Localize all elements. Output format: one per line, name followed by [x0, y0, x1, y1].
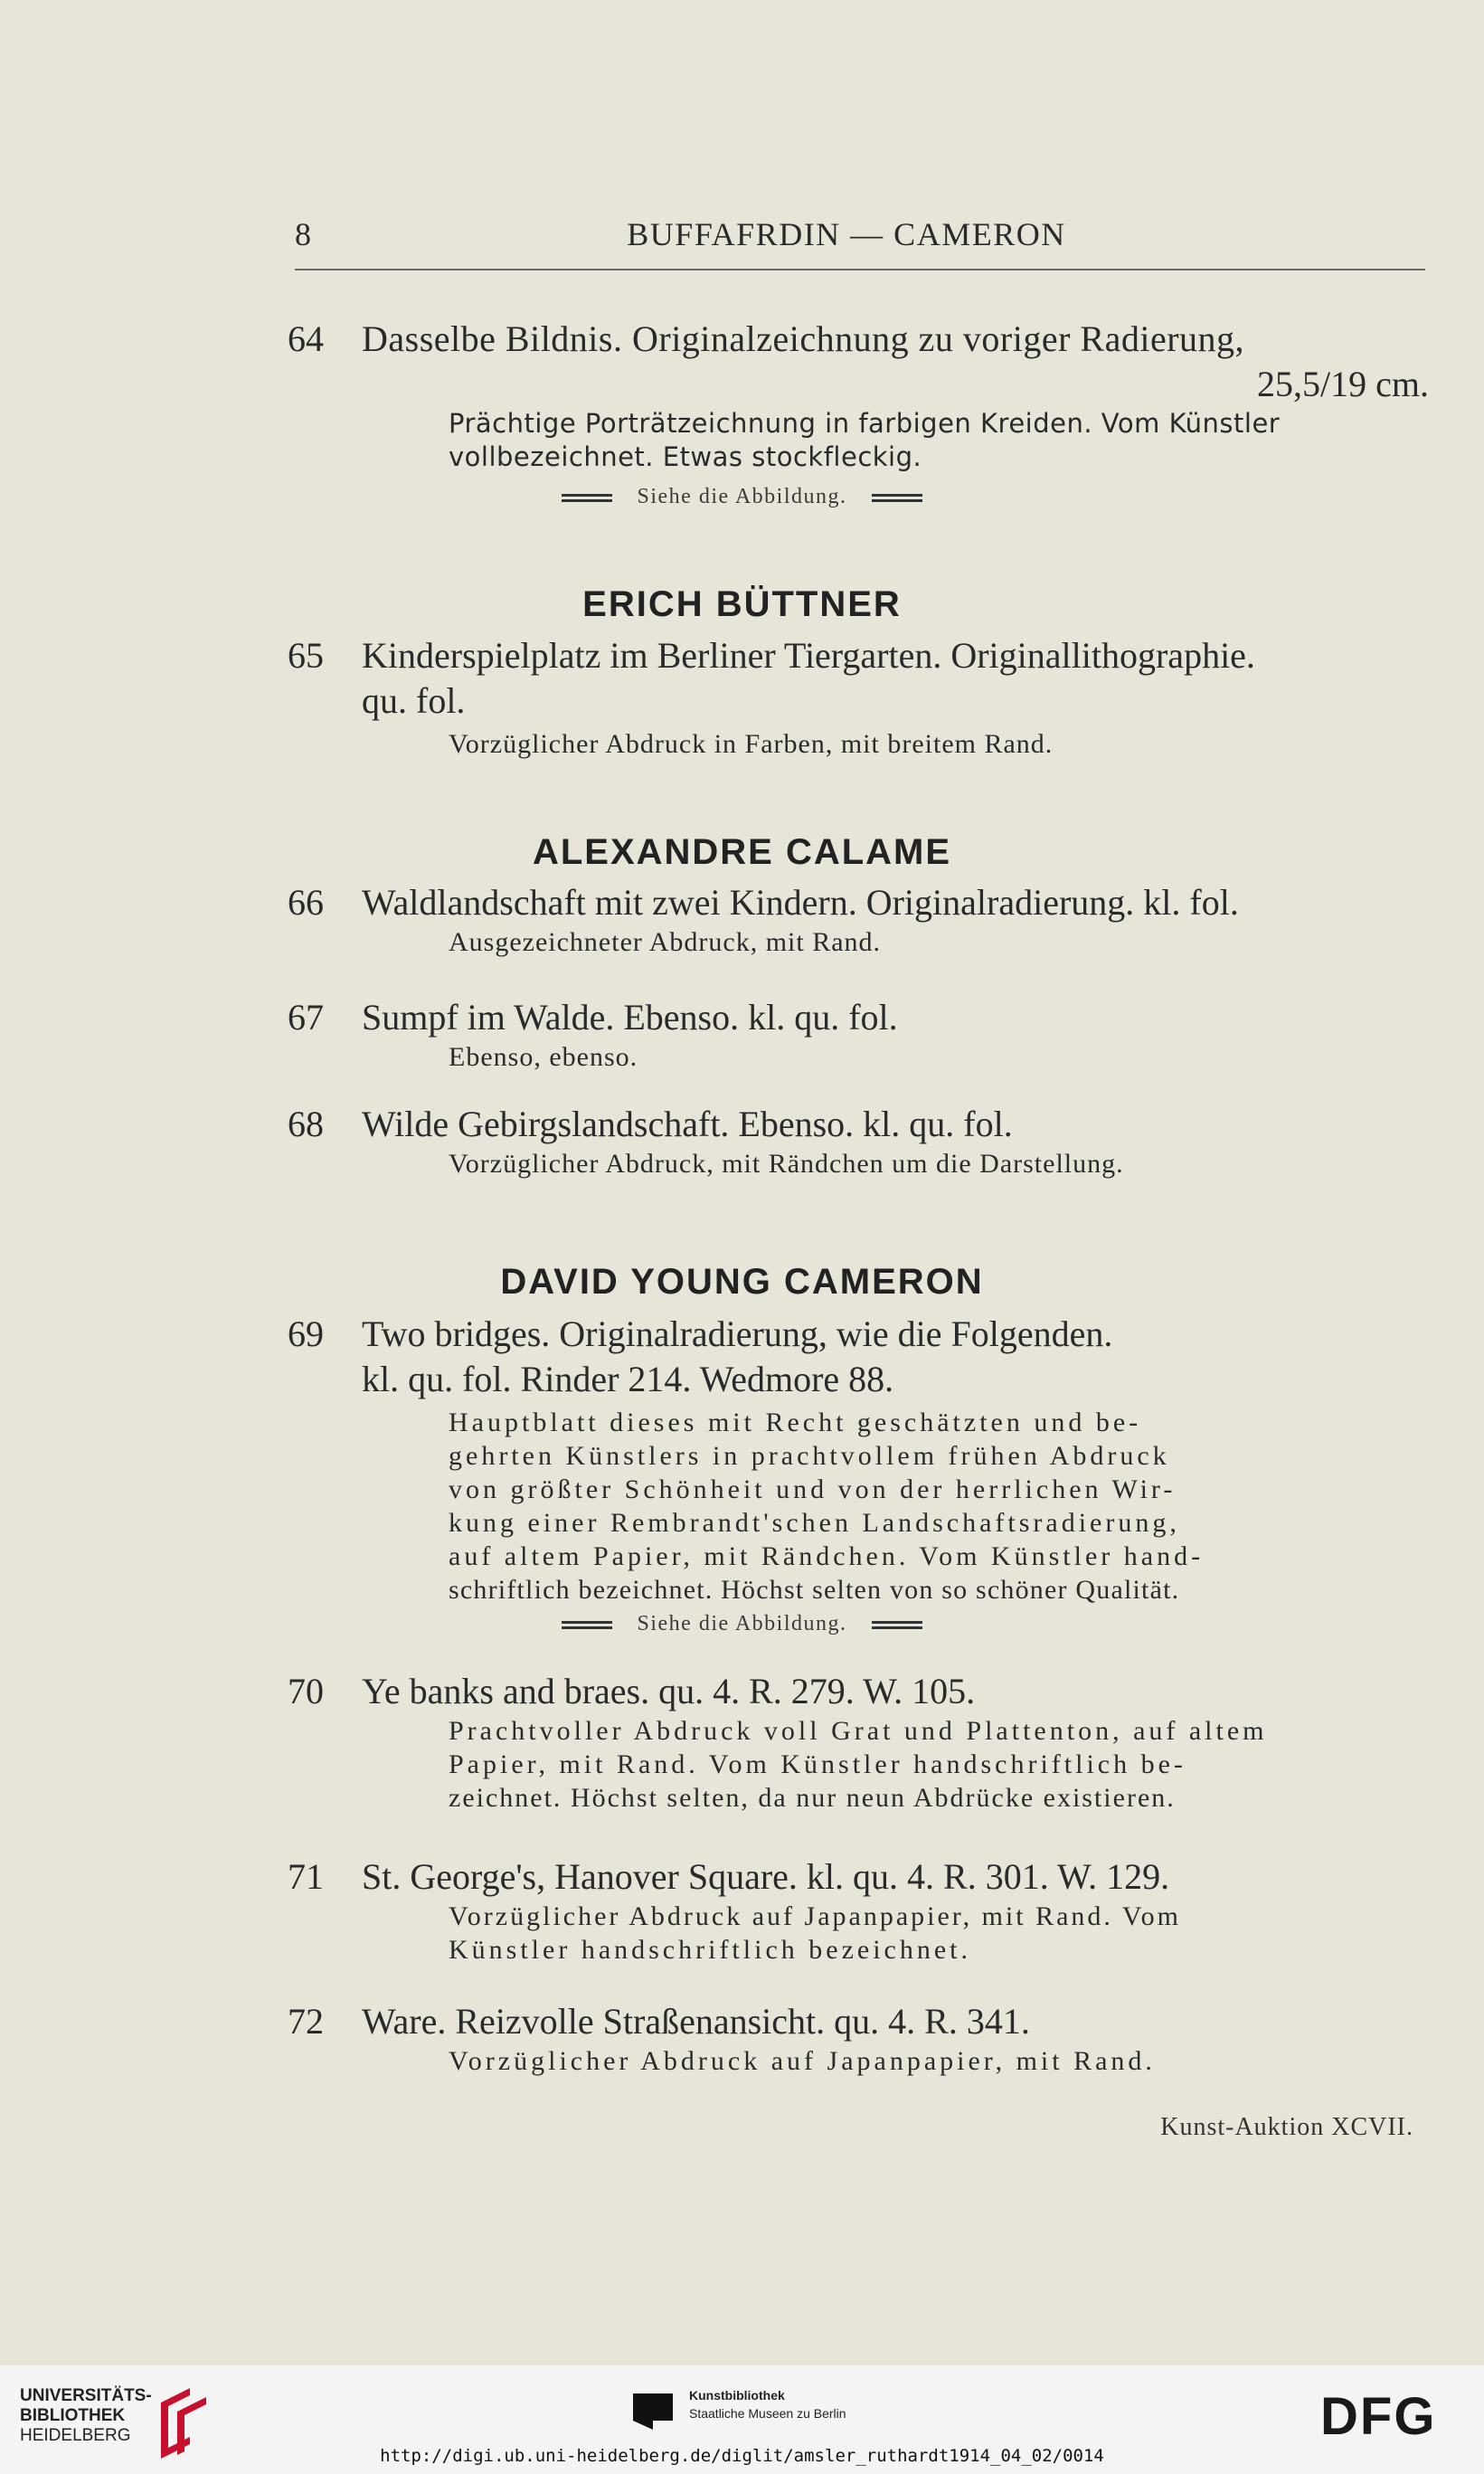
kb-line1: Kunstbibliothek: [689, 2388, 785, 2403]
ub-line2: BIBLIOTHEK: [20, 2406, 126, 2425]
page-number: 8: [295, 216, 313, 252]
lot-description-line: Papier, mit Rand. Vom Künstler handschriftlich be-: [449, 1749, 1186, 1779]
lot-description-line: Hauptblatt dieses mit Recht geschätzten und be-: [449, 1408, 1142, 1437]
lot-number: 71: [288, 1856, 324, 1897]
lot-description-line: Prachtvoller Abdruck voll Grat und Plattenton, auf altem: [449, 1716, 1268, 1746]
lot-description-line: zeichnet. Höchst selten, da nur neun Abdrücke existieren.: [449, 1783, 1176, 1813]
see-illustration-text: Siehe die Abbildung.: [637, 485, 847, 508]
lot-dimensions: 25,5/19 cm.: [1257, 364, 1429, 404]
double-rule: [562, 494, 612, 502]
lot-description-line: Prächtige Porträtzeichnung in farbigen Kreiden. Vom Künstler: [449, 408, 1281, 439]
lot-description-line: auf altem Papier, mit Rändchen. Vom Künstler hand-: [449, 1541, 1205, 1571]
lot-description-line: kung einer Rembrandt'schen Landschaftsradierung,: [449, 1508, 1180, 1538]
dfg-logo[interactable]: DFG: [1320, 2387, 1437, 2446]
lot-title: Sumpf im Walde. Ebenso. kl. qu. fol.: [362, 997, 898, 1038]
footer-note: Kunst-Auktion XCVII.: [1160, 2113, 1413, 2141]
lot-description-line: Vorzüglicher Abdruck in Farben, mit breitem Rand.: [449, 729, 1054, 759]
lot-68: [288, 1102, 1429, 1180]
lot-number: 70: [288, 1671, 324, 1711]
see-illustration: [0, 485, 1484, 509]
ub-line1: UNIVERSITÄTS-: [20, 2386, 152, 2405]
lot-title: Ye banks and braes. qu. 4. R. 279. W. 105.: [362, 1671, 976, 1711]
kunstbibliothek-label: [689, 2386, 846, 2422]
lot-number: 65: [288, 635, 324, 676]
lot-description-line: Vorzüglicher Abdruck, mit Rändchen um die Darstellung.: [449, 1149, 1124, 1179]
lot-69: [288, 1312, 1429, 1607]
lot-description-line: Vorzüglicher Abdruck auf Japanpapier, mit Rand.: [449, 2046, 1156, 2076]
see-illustration-text: Siehe die Abbildung.: [637, 1612, 847, 1635]
lot-description-line: schriftlich bezeichnet. Höchst selten von so schöner Qualität.: [449, 1575, 1180, 1605]
lot-description-line: Ebenso, ebenso.: [449, 1042, 638, 1072]
lot-description-line: Ausgezeichneter Abdruck, mit Rand.: [449, 927, 882, 957]
lot-66: [288, 880, 1429, 959]
lot-number: 64: [288, 318, 324, 359]
lot-references: kl. qu. fol. Rinder 214. Wedmore 88.: [362, 1359, 894, 1399]
permalink-url[interactable]: http://digi.ub.uni-heidelberg.de/diglit/amsler_ruthardt1914_04_02/0014: [380, 2446, 1104, 2466]
lot-title: Ware. Reizvolle Straßenansicht. qu. 4. R. 341.: [362, 2001, 1030, 2042]
lot-72: [288, 1999, 1429, 2078]
kb-line2: Staatliche Museen zu Berlin: [689, 2406, 846, 2421]
ub-line3: HEIDELBERG: [20, 2426, 131, 2445]
lot-description-line: gehrten Künstlers in prachtvollem frühen Abdruck: [449, 1441, 1170, 1471]
kunstbibliothek-logo-icon: [631, 2386, 676, 2431]
lot-number: 67: [288, 997, 324, 1038]
lot-67: [288, 995, 1429, 1074]
artist-heading: DAVID YOUNG CAMERON: [500, 1262, 984, 1302]
lot-title: St. George's, Hanover Square. kl. qu. 4. R. 301. W. 129.: [362, 1856, 1170, 1897]
lot-number: 69: [288, 1313, 324, 1354]
lot-number: 66: [288, 882, 324, 923]
see-illustration: [0, 1612, 1484, 1636]
lot-title: Waldlandschaft mit zwei Kindern. Originalradierung. kl. fol.: [362, 882, 1239, 923]
lot-description-line: vollbezeichnet. Etwas stockfleckig.: [449, 441, 922, 472]
lot-number: 72: [288, 2001, 324, 2042]
running-title: BUFFAFRDIN — CAMERON: [627, 216, 1066, 252]
header-rule: [295, 269, 1425, 270]
lot-71: [288, 1854, 1429, 1967]
artist-heading: ALEXANDRE CALAME: [532, 832, 952, 872]
double-rule: [872, 494, 922, 502]
lot-70: [288, 1669, 1429, 1815]
double-rule: [872, 1621, 922, 1629]
lot-number: 68: [288, 1104, 324, 1144]
lot-format: qu. fol.: [362, 680, 466, 721]
running-head: [295, 215, 1425, 253]
lot-title: Wilde Gebirgslandschaft. Ebenso. kl. qu. fol.: [362, 1104, 1013, 1144]
lot-description-line: Vorzüglicher Abdruck auf Japanpapier, mit Rand. Vom: [449, 1901, 1181, 1931]
lot-65: [288, 633, 1429, 761]
lot-64: [288, 317, 1429, 474]
lot-title: Kinderspielplatz im Berliner Tiergarten. Originallithographie.: [362, 635, 1255, 676]
lot-title: Dasselbe Bildnis. Originalzeichnung zu voriger Radierung,: [362, 318, 1245, 359]
lot-title: Two bridges. Originalradierung, wie die Folgenden.: [362, 1313, 1113, 1354]
double-rule: [562, 1621, 612, 1629]
artist-heading: ERICH BÜTTNER: [582, 584, 902, 624]
lot-description-line: Künstler handschriftlich bezeichnet.: [449, 1935, 972, 1965]
lot-description-line: von größter Schönheit und von der herrlichen Wir-: [449, 1474, 1177, 1504]
